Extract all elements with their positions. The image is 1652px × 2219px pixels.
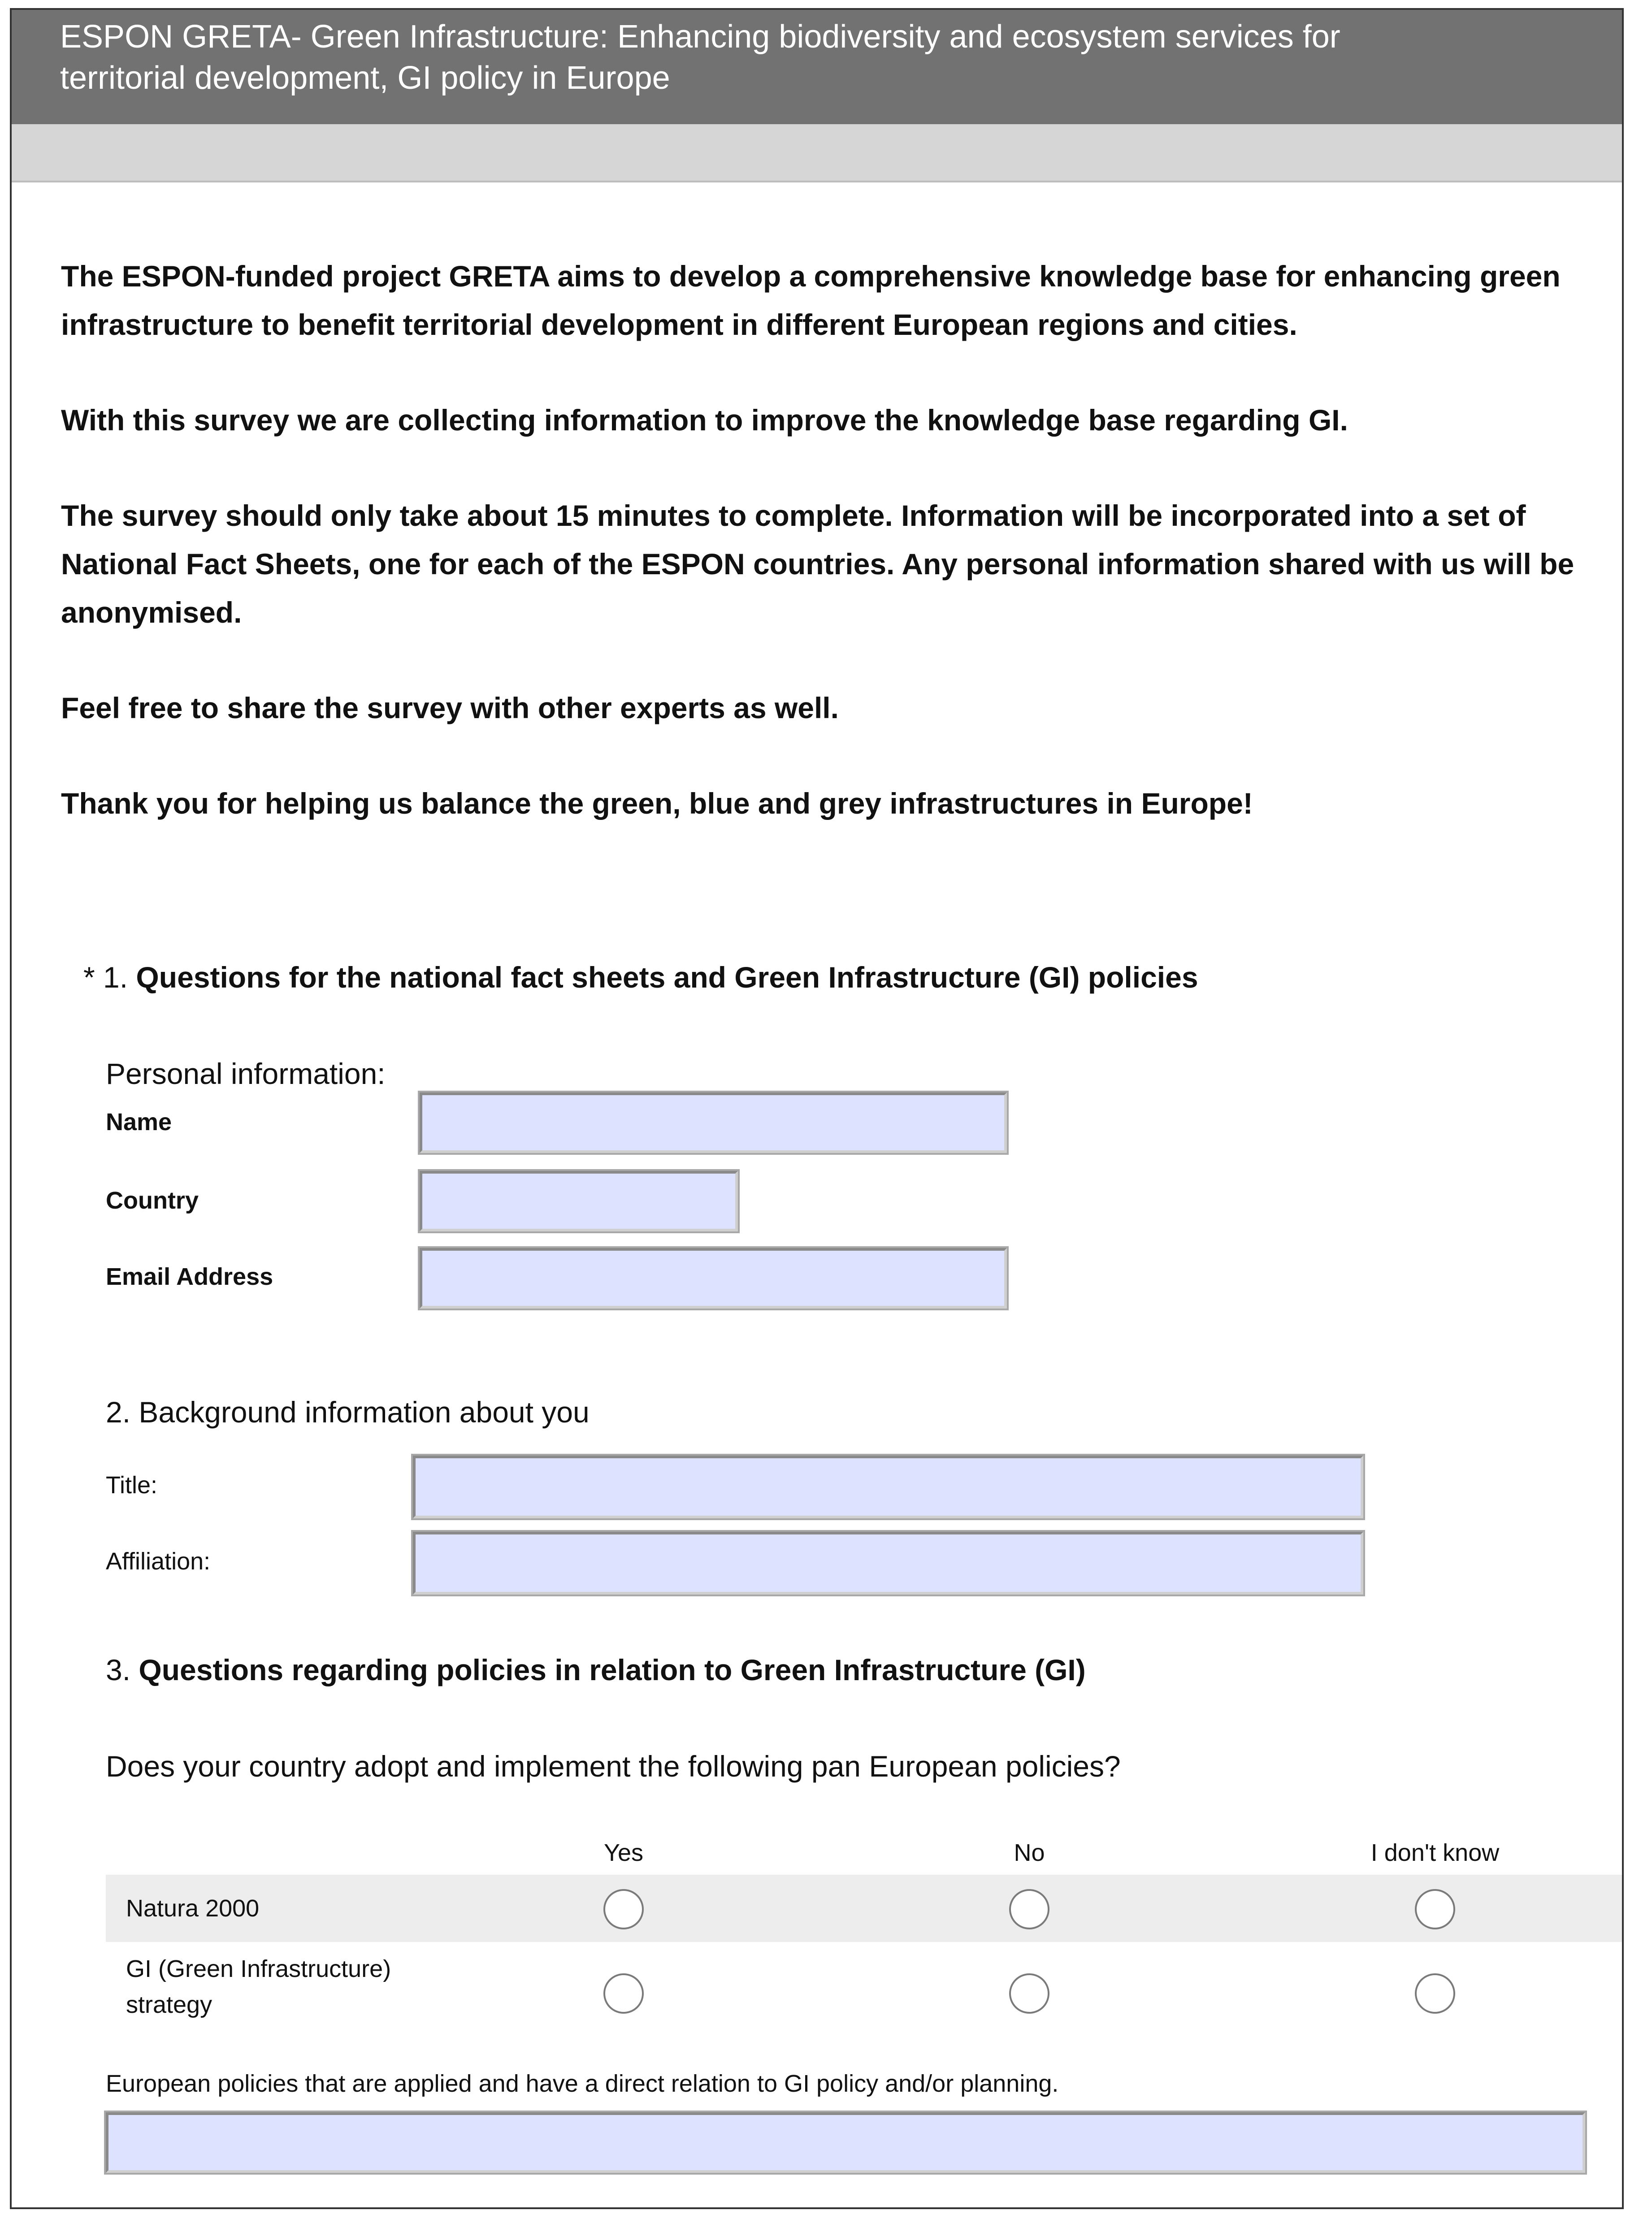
country-label: Country — [106, 1187, 199, 1214]
question-1-number: * 1. — [83, 961, 128, 994]
column-yes: Yes — [603, 1839, 644, 1866]
country-input[interactable] — [420, 1171, 738, 1231]
question-3-number: 3. — [106, 1653, 131, 1686]
question-3-heading — [106, 1653, 1086, 1687]
question-1-heading — [83, 960, 1198, 994]
affiliation-label: Affiliation: — [106, 1548, 211, 1575]
european-policies-input[interactable] — [106, 2112, 1585, 2173]
intro-paragraph-3: The survey should only take about 15 minutes to complete. Information will be incorporated into a set of National Fact Sheets, one for each of the ESPON countries. Any personal information shared with us will be anonymised. — [61, 499, 1574, 629]
radio-gi-yes[interactable] — [603, 1973, 644, 2014]
question-1-title: Questions for the national fact sheets and Green Infrastructure (GI) policies — [136, 961, 1198, 994]
radio-gi-no[interactable] — [1009, 1973, 1049, 2014]
title-input[interactable] — [413, 1456, 1363, 1518]
name-label: Name — [106, 1109, 172, 1136]
radio-gi-dont-know[interactable] — [1415, 1973, 1455, 2014]
radio-natura-no[interactable] — [1009, 1889, 1049, 1929]
radio-natura-yes[interactable] — [603, 1889, 644, 1929]
header-subbar — [12, 124, 1622, 182]
column-no: No — [1014, 1839, 1045, 1866]
email-label: Email Address — [106, 1263, 273, 1290]
name-input[interactable] — [420, 1092, 1007, 1153]
title-label: Title: — [106, 1472, 158, 1499]
matrix-row-gi-strategy — [106, 1951, 1624, 2027]
intro-paragraph-2: With this survey we are collecting information to improve the knowledge base regarding GI. — [61, 403, 1348, 437]
survey-title-line-1: ESPON GRETA- Green Infrastructure: Enhancing biodiversity and ecosystem services for — [60, 19, 1340, 55]
row-label-gi-line-2: strategy — [126, 1991, 212, 2018]
row-label-gi-strategy — [126, 1951, 391, 2023]
survey-header — [12, 10, 1622, 124]
column-dont-know: I don't know — [1370, 1839, 1500, 1866]
row-label-natura-2000: Natura 2000 — [126, 1895, 260, 1922]
intro-paragraph-4: Feel free to share the survey with other experts as well. — [61, 691, 839, 724]
personal-info-heading: Personal information: — [106, 1057, 386, 1090]
intro-paragraph-1: The ESPON-funded project GRETA aims to develop a comprehensive knowledge base for enhancing green infrastructure to benefit territorial development in different European regions and cities. — [61, 260, 1561, 341]
radio-natura-dont-know[interactable] — [1415, 1889, 1455, 1929]
policy-question: Does your country adopt and implement the following pan European policies? — [106, 1750, 1121, 1783]
survey-page — [10, 8, 1624, 2209]
european-policies-note: European policies that are applied and have a direct relation to GI policy and/or planning. — [106, 2070, 1059, 2097]
intro-paragraph-5: Thank you for helping us balance the green, blue and grey infrastructures in Europe! — [61, 787, 1253, 820]
email-input[interactable] — [420, 1248, 1007, 1309]
survey-title-line-2: territorial development, GI policy in Europe — [60, 60, 670, 96]
row-label-gi-line-1: GI (Green Infrastructure) — [126, 1955, 391, 1982]
question-2-title: 2. Background information about you — [106, 1396, 590, 1429]
affiliation-input[interactable] — [413, 1532, 1363, 1595]
matrix-row-natura-2000 — [106, 1875, 1624, 1942]
intro-text — [61, 252, 1594, 875]
question-3-title: Questions regarding policies in relation to Green Infrastructure (GI) — [139, 1653, 1086, 1686]
